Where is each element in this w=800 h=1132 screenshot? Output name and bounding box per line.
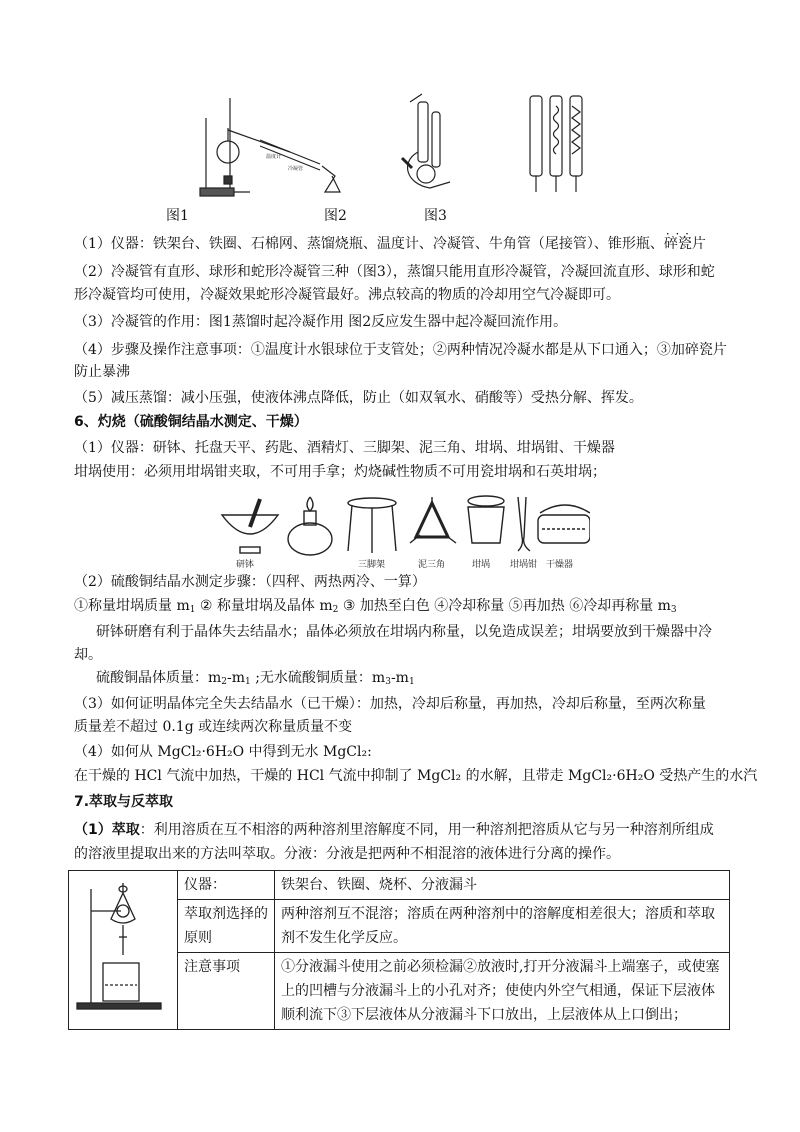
distill-item-4b: 防止暴沸 bbox=[74, 364, 130, 380]
figure3-caption: 图3 bbox=[424, 208, 447, 224]
burn-mass-formula: 硫酸铜晶体质量：$m_2-m_1$ ;无水硫酸铜质量：$m_3-m_1$ bbox=[96, 670, 415, 687]
mortar-icon bbox=[222, 499, 278, 553]
clay-triangle-icon bbox=[410, 497, 456, 543]
burn-item-1b: 坩埚使用：必须用坩埚钳夹取，不可用手拿；灼烧碱性物质不可用瓷坩埚和石英坩埚； bbox=[74, 464, 606, 480]
distill-item-1: （1）仪器：铁架台、铁圈、石棉网、蒸馏烧瓶、温度计、冷凝管、牛角管（尾接管）、锥形瓶、· · · 碎瓷片 bbox=[74, 234, 706, 254]
distill-item-2a: （2）冷凝管有直形、球形和蛇形冷凝管三种（图3），蒸馏只能用直形冷凝管，冷凝回流直形、球形和蛇 bbox=[74, 264, 715, 280]
extraction-table bbox=[68, 870, 730, 1030]
table-row bbox=[69, 871, 730, 900]
distillation-figures bbox=[170, 92, 630, 202]
burn-item-4b: 在干燥的 HCl 气流中加热，干燥的 HCl 气流中抑制了 MgCl₂ 的水解，且带走 MgCl₂·6H₂O 受热产生的水汽 bbox=[74, 768, 758, 784]
desiccator-icon bbox=[538, 505, 590, 543]
figure1-distillation-apparatus bbox=[200, 98, 340, 196]
burn-note-1a: 研钵研磨有利于晶体失去结晶水；晶体必须放在坩埚内称量，以免造成误差；坩埚要放到干燥器中冷 bbox=[96, 624, 712, 640]
burn-note-1b: 却。 bbox=[74, 647, 102, 663]
crucible-tongs-icon bbox=[518, 497, 530, 551]
burn-item-4: （4）如何从 MgCl₂·6H₂O 中得到无水 MgCl₂: bbox=[74, 744, 372, 760]
svg-text:三脚架: 三脚架 bbox=[358, 560, 386, 570]
burn-item-1: （1）仪器：研钵、托盘天平、药匙、酒精灯、三脚架、泥三角、坩埚、坩埚钳、干燥器 bbox=[74, 440, 615, 456]
extract-definition-a: （1）萃取：利用溶质在互不相溶的两种溶剂里溶解度不同，用一种溶剂把溶质从它与另一种溶剂所组成 bbox=[74, 822, 714, 838]
tripod-icon bbox=[348, 498, 396, 553]
table-value: 铁架台、铁圈、烧杯、分液漏斗 bbox=[275, 871, 730, 900]
svg-text:坩埚: 坩埚 bbox=[472, 560, 491, 570]
svg-text:干燥器: 干燥器 bbox=[546, 560, 574, 570]
distill-item-4a: （4）步骤及操作注意事项：①温度计水银球位于支管处；②两种情况冷凝水都是从下口通入；③加碎瓷片 bbox=[74, 342, 727, 358]
figure1-caption: 图1 bbox=[166, 208, 189, 224]
distill-item-3: （3）冷凝管的作用：图1蒸馏时起冷凝作用 图2反应发生器中起冷凝回流作用。 bbox=[74, 314, 568, 330]
table-value: ①分液漏斗使用之前必须检漏②放液时,打开分液漏斗上端塞子，或使塞上的凹槽与分液漏斗上的小孔对齐；使使内外空气相通，保证下层液体顺利流下③下层液体从分液漏斗下口放出，上层液体从上口倒出； bbox=[275, 953, 730, 1030]
section7-heading: 7.萃取与反萃取 bbox=[74, 794, 174, 810]
crucible-icon bbox=[468, 496, 504, 543]
svg-text:泥三角: 泥三角 bbox=[418, 560, 446, 570]
svg-text:坩埚钳: 坩埚钳 bbox=[510, 560, 538, 570]
extract-definition-b: 的溶液里提取出来的方法叫萃取。分液：分液是把两种不相混溶的液体进行分离的操作。 bbox=[74, 846, 620, 862]
figure2-caption: 图2 bbox=[324, 208, 347, 224]
crucible-equipment-figure bbox=[220, 493, 590, 571]
section6-heading: 6、灼烧（硫酸铜结晶水测定、干燥） bbox=[74, 414, 308, 430]
svg-text:研钵: 研钵 bbox=[236, 560, 255, 570]
table-key: 注意事项 bbox=[178, 953, 275, 1030]
extract-term: （1）萃取 bbox=[74, 822, 140, 838]
burn-steps: ①称量坩埚质量 $m_1$ ② 称量坩埚及晶体 $m_2$ ③ 加热至白色 ④冷却称量 ⑤再加热 ⑥冷却再称量 $m_3$ bbox=[74, 598, 677, 615]
separatory-funnel-figure-cell bbox=[69, 871, 178, 1030]
table-key: 萃取剂选择的原则 bbox=[178, 900, 275, 953]
alcohol-lamp-icon bbox=[288, 497, 332, 555]
distill-item-2b: 形冷凝管均可使用，冷凝效果蛇形冷凝管最好。沸点较高的物质的冷却用空气冷凝即可。 bbox=[74, 287, 620, 303]
separatory-funnel-figure bbox=[69, 871, 177, 1015]
figure2-reflux-apparatus bbox=[402, 94, 450, 188]
figure3-condensers bbox=[530, 96, 582, 192]
table-key: 仪器： bbox=[178, 871, 275, 900]
burn-item-3a: （3）如何证明晶体完全失去结晶水（已干燥）：加热，冷却后称量，再加热，冷却后称量，至两次称量 bbox=[74, 696, 706, 712]
svg-text:冷凝管: 冷凝管 bbox=[288, 166, 304, 172]
distill-item-5: （5）减压蒸馏：减小压强，使液体沸点降低，防止（如双氧水、硝酸等）受热分解、挥发。 bbox=[74, 390, 643, 406]
svg-text:温度计: 温度计 bbox=[266, 154, 282, 160]
emphasis-dotted-text: · · · 碎瓷片 bbox=[664, 236, 706, 252]
burn-item-2: （2）硫酸铜结晶水测定步骤：（四秤、两热两冷、一算） bbox=[74, 574, 426, 590]
table-value: 两种溶剂互不混溶；溶质在两种溶剂中的溶解度相差很大；溶质和萃取剂不发生化学反应。 bbox=[275, 900, 730, 953]
burn-item-3b: 质量差不超过 0.1g 或连续两次称量质量不变 bbox=[74, 719, 353, 735]
